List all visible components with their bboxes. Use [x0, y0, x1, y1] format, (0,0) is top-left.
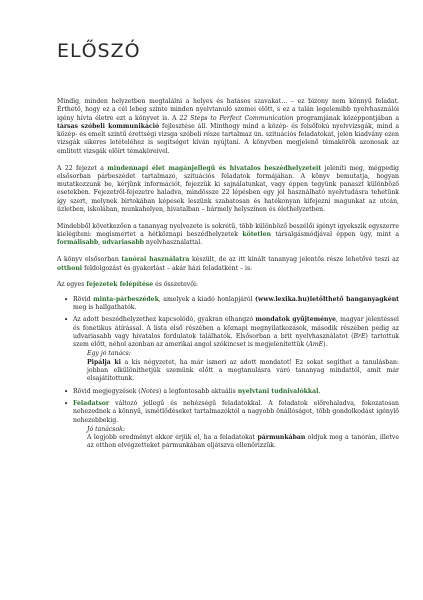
bold-phrase: Pipálja ki [87, 358, 122, 366]
tip-label: Jó tanácsok: [87, 425, 125, 433]
text-run: programjának középpontjában a [293, 114, 399, 122]
bold-phrase: társas szóbeli kommunikáció [57, 122, 160, 130]
tip-text [87, 359, 399, 384]
text-run: a kis négyzetet, ha már ismeri az adott mondatot! Ez sokat segíthet a tanulásban: jobban elkülöníthetjük szemünk előtt a megtanulásra váró tananyag mindattól, amit már elsajátítottunk. [87, 358, 400, 383]
document-body [57, 98, 399, 455]
highlight-phrase: nyelvtani tudnivalókkal [237, 387, 319, 395]
text-run: készült, de az itt kínált tananyag jelentős része lehetővé teszi az [189, 256, 399, 264]
text-run: Mindebből következően a tananyag nyelvezete is sokrétű, több különböző beszélői igényt igyekszik egyszerre kielégíteni: megismertet a hétköznapi beszédhelyzetek [57, 222, 399, 239]
highlight-phrase: minta-párbeszédek [93, 295, 159, 303]
text-run: Az egyes [57, 281, 87, 289]
text-run: , amelyek a kiadó honlapjáról [158, 295, 256, 303]
page-title: ELŐSZÓ [57, 40, 141, 62]
highlight-phrase: otthoni [57, 264, 83, 272]
text-run: , magyar jelentéssel és fonetikus átírással. A lista első részében a köznapi megnyilatkozások, második részében pedig az udvariasabb vagy hivatalos fordulatok találhatók. Elsősorban a brit nyelvhasználatot ( [73, 316, 399, 340]
text-run: A könyv elsősorban [57, 256, 122, 264]
text-run: Rövid [73, 295, 94, 303]
highlight-phrase: kötetlen [242, 231, 271, 239]
book-title-italic: 22 Steps to Perfect Communication [179, 114, 294, 122]
italic-word: Notes [140, 387, 160, 395]
tip-box [87, 350, 399, 383]
text-run: A legjobb eredményt akkor érjük el, ha a feladatokat [87, 434, 258, 442]
text-run: ) tartottuk szem előtt, néhol azonban az amerikai angol szókincset is megjelenítettük ( [73, 332, 400, 349]
text-run: meg is hallgathatók. [73, 303, 137, 311]
list-item [73, 296, 399, 313]
text-run: társalgásmódjával éppen úgy, mint a [270, 231, 399, 239]
highlight-phrase: mindennapi élet magánjellegű és hivatalos beszédhelyzeteit [107, 164, 322, 172]
list-item [73, 316, 399, 383]
text-run: . [318, 387, 321, 395]
paragraph-language [57, 223, 399, 248]
paragraph-usage [57, 256, 399, 273]
highlight-phrase: formálisabb [57, 239, 99, 247]
tip-label: Egy jó tanács: [87, 350, 131, 358]
text-run: , [98, 239, 103, 247]
text-run: fejlesztése áll. Minthogy mind a közép- és felsőfokú nyelvvizsgák, mind a közép- és emelt szintű érettségi vizsga szóbeli része tartalmaz ún. szituációs feladatokat, jelen kiadvány ezen vizsgák sikeres letételéhez is segítséget kíván nyújtani. A könyvben megjelenő témakörök azonosak az említett vizsgák előírt témaköreivel. [57, 122, 400, 155]
text-run: Az adott beszédhelyzethez kapcsolódó, gyakran elhangzó [73, 316, 256, 324]
text-run: Mindig, minden helyzetben megtalálni a helyes és hatásos szavakat… – ez bizony nem könnyű feladat. Érthető, hogy ez a cél lebeg szinte minden nyelvtanuló szemei előtt, s ez a talán legelemibb nyelvhasználói igény hívta életre ezt a könyvet is. A [57, 98, 399, 122]
text-run: jeleníti meg, mégpedig elsősorban párbeszédet tartalmazó, szituációs feladatok formájában. A könyv bemutatja, hogyan mutatkozzunk be, kérjünk információt, fejezzük ki sajnálatunkat, vagy éppen tegyünk panaszt különböző esetekben. Fejezetről-fejezetre haladva, mindössze 22 lépésben egy jól használható nyelvtudásra tehetünk így szert, melynek birtokában képesek leszünk szabatosan és hatékonyan kifejezni magunkat az utcán, üzletben, iskolában, munkahelyen, hivatalban – bármely helyszínen és élethelyzetben. [57, 164, 399, 214]
paragraph-intro [57, 98, 399, 156]
text-run: és összetevői: [153, 281, 198, 289]
tip-box [87, 426, 399, 451]
italic-abbrev: BrE [353, 332, 366, 340]
website-link-text: (www.lexika.hu)letölthető hanganyagként [255, 295, 400, 303]
text-run: ) a legfontosabb aktuális [159, 387, 238, 395]
text-run: változó jellegű és nehézségű feladatokkal. A feladatok előrehaladva, fokozatosan nehezednek a könnyű, ismétlődéseket tartalmazóktól a nagyobb önállóságot, több gondolkodást igénylő nehezebbekig. [73, 399, 399, 424]
paragraph-structure-intro [57, 281, 399, 289]
highlight-phrase: fejezetek felépítése [86, 281, 154, 289]
italic-abbrev: AmE [308, 341, 324, 349]
list-item [73, 388, 399, 396]
bold-phrase: pármunkában [257, 434, 306, 442]
tip-text [87, 434, 399, 451]
highlight-phrase: udvariasabb [102, 239, 144, 247]
highlight-phrase: Feladatsor [73, 399, 110, 407]
paragraph-chapters [57, 165, 399, 215]
component-list [57, 296, 399, 451]
text-run: ). [323, 341, 328, 349]
text-run: Rövid megjegyzések ( [73, 387, 141, 395]
text-run: A 22 fejezet a [57, 164, 108, 172]
text-run: feldolgozást és gyakorlást – akár házi feladatként – is. [82, 264, 253, 272]
bold-phrase: mondatok gyűjteménye [255, 316, 336, 324]
text-run: oldjuk meg a tanórán, illetve az otthon elvégzetteket pármunkában eljátszva ellenőrizzük. [87, 434, 399, 450]
list-item [73, 400, 399, 451]
text-run: nyelvhasználattal. [143, 239, 203, 247]
highlight-phrase: tanórai használatra [121, 256, 190, 264]
